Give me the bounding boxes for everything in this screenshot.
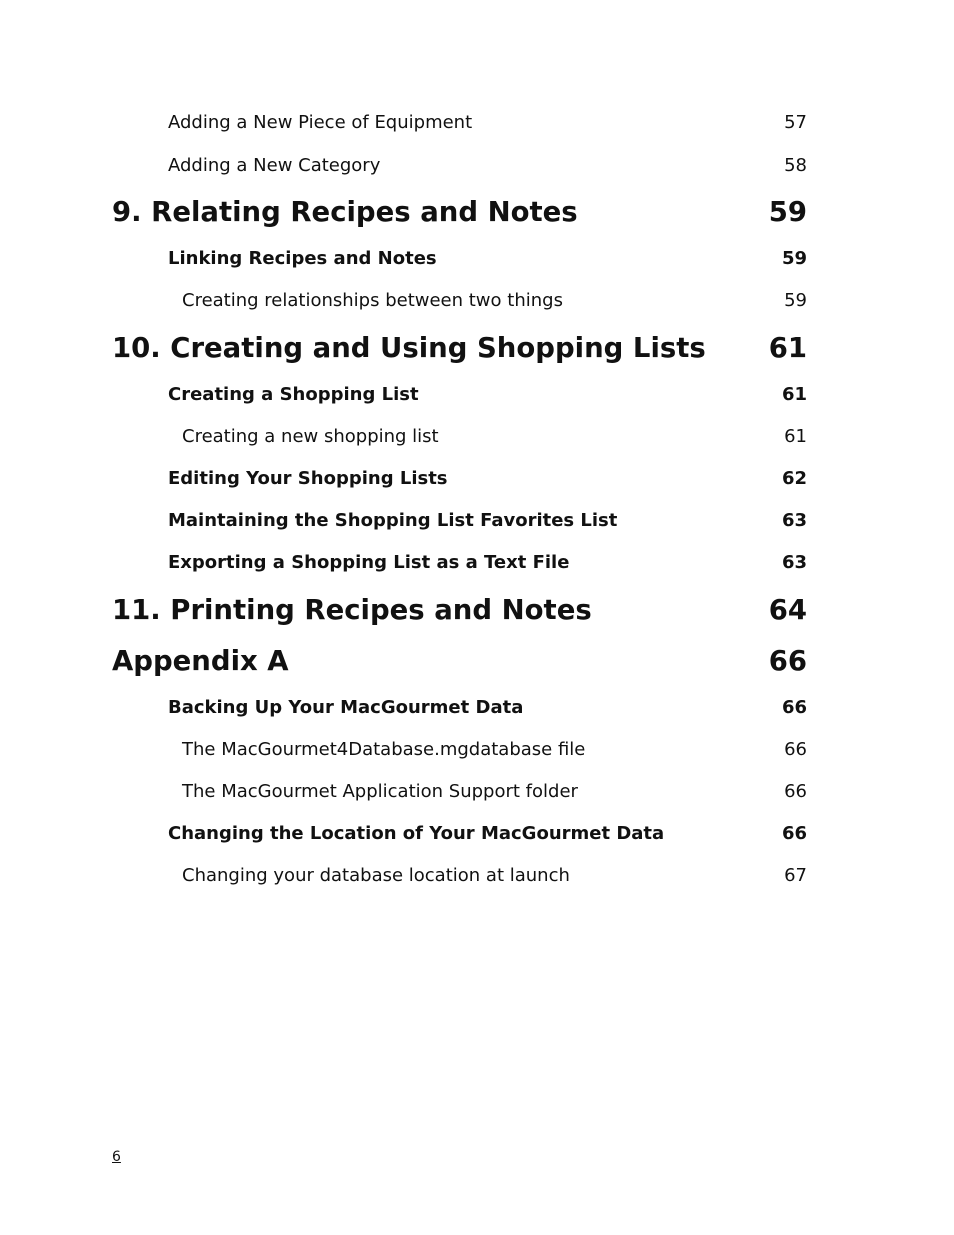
toc-section-page: 62 [781,468,807,489]
toc-subsection-page: 59 [784,290,807,311]
toc-chapter-title: 11. Printing Recipes and Notes [112,594,592,626]
toc-chapter-page: 66 [768,645,807,677]
toc-entry-page: 58 [784,155,807,176]
toc-subsection[interactable] [0,783,954,823]
toc-section-title: Maintaining the Shopping List Favorites List [168,510,618,531]
toc-section-title: Backing Up Your MacGourmet Data [168,697,524,718]
toc-chapter-page: 61 [768,332,807,364]
toc-chapter-page: 64 [768,594,807,626]
toc-section-title: Exporting a Shopping List as a Text File [168,552,570,573]
toc-section[interactable] [0,699,954,739]
toc-section[interactable] [0,250,954,290]
toc-section[interactable] [0,470,954,510]
toc-entry-page: 57 [784,112,807,133]
toc-entry-title: Adding a New Piece of Equipment [168,112,473,133]
toc-section[interactable] [0,386,954,426]
toc-subsection-page: 61 [784,426,807,447]
toc-section-page: 61 [781,384,807,405]
toc-section-title: Changing the Location of Your MacGourmet Data [168,823,665,844]
toc-subsection-title: The MacGourmet4Database.mgdatabase file [182,739,586,760]
toc-subsection[interactable] [0,292,954,332]
toc-section-page: 66 [781,697,807,718]
toc-subsection-page: 66 [784,781,807,802]
toc-subsection[interactable] [0,428,954,468]
toc-subsection-title: Changing your database location at launch [182,865,570,886]
toc-section-title: Editing Your Shopping Lists [168,468,448,489]
toc-subsection-page: 67 [784,865,807,886]
toc-section-page: 63 [781,552,807,573]
toc-entry-title: Adding a New Category [168,155,381,176]
toc-section-title: Creating a Shopping List [168,384,419,405]
toc-chapter[interactable] [0,196,954,239]
toc-chapter-title: 10. Creating and Using Shopping Lists [112,332,706,364]
toc-chapter-page: 59 [768,196,807,228]
toc-chapter[interactable] [0,645,954,688]
toc-section-title: Linking Recipes and Notes [168,248,437,269]
page-number: 6 [112,1149,121,1165]
toc-section-page: 66 [781,823,807,844]
toc-entry[interactable] [0,157,954,197]
toc-subsection-title: Creating relationships between two things [182,290,563,311]
toc-chapter[interactable] [0,332,954,375]
toc-entry[interactable] [0,114,954,154]
toc-subsection[interactable] [0,741,954,781]
toc-subsection[interactable] [0,867,954,907]
toc-subsection-title: Creating a new shopping list [182,426,439,447]
toc-chapter-title: Appendix A [112,645,289,677]
toc-section-page: 59 [781,248,807,269]
toc-section[interactable] [0,554,954,594]
toc-subsection-title: The MacGourmet Application Support folder [182,781,578,802]
toc-section-page: 63 [781,510,807,531]
toc-section[interactable] [0,512,954,552]
toc-section[interactable] [0,825,954,865]
toc-chapter-title: 9. Relating Recipes and Notes [112,196,578,228]
toc-chapter[interactable] [0,594,954,637]
toc-subsection-page: 66 [784,739,807,760]
